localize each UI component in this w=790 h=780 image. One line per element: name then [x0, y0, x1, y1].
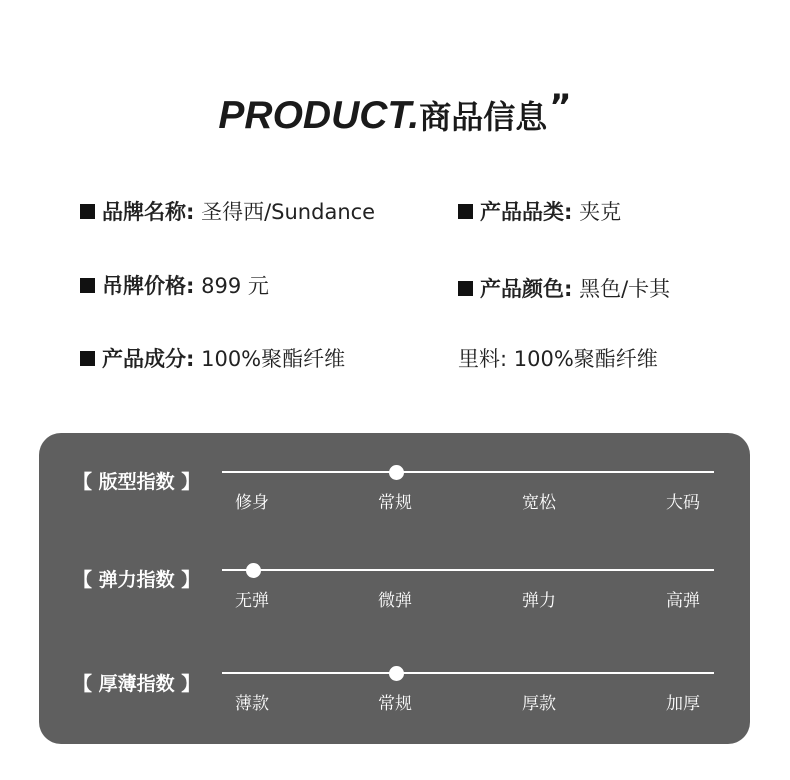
index-option-label: 修身 — [235, 493, 269, 513]
color-label: 产品颜色 — [480, 277, 564, 301]
info-brand — [80, 198, 375, 226]
index-option-label: 高弹 — [666, 591, 700, 611]
info-color — [458, 275, 670, 303]
price-value: 899 元 — [201, 274, 269, 298]
bullet-square-icon — [80, 278, 95, 293]
index-option-label: 薄款 — [235, 694, 269, 714]
color-colon: : — [564, 277, 573, 301]
composition-label: 产品成分 — [102, 347, 186, 371]
brand-value: 圣得西/Sundance — [201, 200, 376, 224]
lining-label: 里料 — [458, 347, 500, 371]
index-option-label: 加厚 — [666, 694, 700, 714]
title-chinese: 商品信息 — [419, 98, 548, 136]
price-colon: : — [186, 274, 195, 298]
composition-value: 100%聚酯纤维 — [201, 347, 346, 371]
category-label: 产品品类 — [480, 200, 564, 224]
index-slider-knob — [389, 666, 404, 681]
index-option-label: 厚款 — [522, 694, 556, 714]
price-label: 吊牌价格 — [102, 274, 186, 298]
index-option-label: 微弹 — [378, 591, 412, 611]
bullet-square-icon — [458, 281, 473, 296]
title-english: PRODUCT. — [218, 94, 420, 137]
index-label: 【 厚薄指数 】 — [73, 673, 201, 695]
index-slider-track — [222, 672, 714, 674]
lining-colon: : — [500, 347, 508, 371]
category-colon: : — [564, 200, 573, 224]
info-composition — [80, 345, 345, 373]
lining-value: 100%聚酯纤维 — [513, 347, 658, 371]
index-option-label: 大码 — [666, 493, 700, 513]
composition-colon: : — [186, 347, 195, 371]
page-title — [0, 87, 790, 138]
index-slider-track — [222, 569, 714, 571]
index-option-label: 常规 — [378, 694, 412, 714]
index-label: 【 弹力指数 】 — [73, 569, 201, 591]
index-panel — [39, 433, 750, 744]
bullet-square-icon — [458, 204, 473, 219]
info-category — [458, 198, 621, 226]
bullet-square-icon — [80, 204, 95, 219]
index-slider-knob — [389, 465, 404, 480]
index-option-label: 无弹 — [235, 591, 269, 611]
index-label: 【 版型指数 】 — [73, 471, 201, 493]
index-option-label: 常规 — [378, 493, 412, 513]
category-value: 夹克 — [579, 200, 622, 224]
index-slider-knob — [246, 563, 261, 578]
brand-colon: : — [186, 200, 195, 224]
index-slider-track — [222, 471, 714, 473]
brand-label: 品牌名称 — [102, 200, 186, 224]
info-lining — [458, 345, 658, 373]
title-quote-mark: ” — [549, 87, 572, 127]
color-value: 黑色/卡其 — [579, 277, 671, 301]
bullet-square-icon — [80, 351, 95, 366]
index-option-label: 弹力 — [522, 591, 556, 611]
info-price — [80, 272, 269, 300]
index-option-label: 宽松 — [522, 493, 556, 513]
